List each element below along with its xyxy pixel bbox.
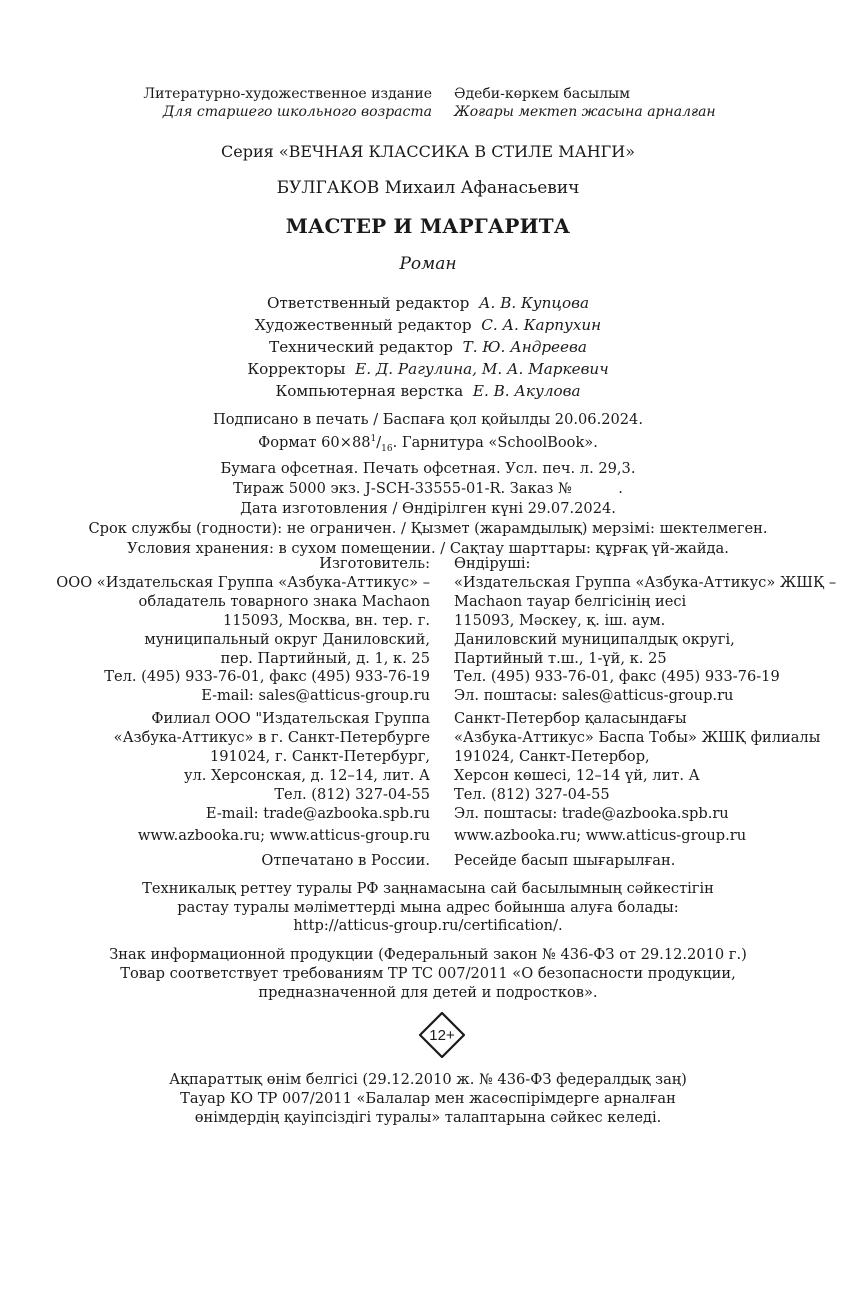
manufacturer-kz-line: Machaon тауар белгісінің иесі — [454, 592, 687, 610]
header-left-line2: Для старшего школьного возраста — [162, 103, 432, 120]
info-mark-kz-line: өнімдердің қауіпсіздігі туралы» талаптарына сәйкес келеді. — [194, 1109, 662, 1126]
staff-role: Технический редактор — [269, 338, 453, 356]
manufacturer-kz-line: Өндіруші: — [454, 555, 531, 572]
print-info — [0, 410, 856, 558]
manufacturer-kz-line: Тел. (495) 933-76-01, факс (495) 933-76-19 — [454, 668, 780, 686]
manufacturer-ru-email: E-mail: sales@atticus-group.ru — [201, 687, 430, 705]
branch-ru-line: ул. Херсонская, д. 12–14, лит. А — [183, 766, 430, 784]
age-rating-badge — [419, 1012, 465, 1058]
info-mark-ru — [0, 945, 856, 1002]
made-date: Дата изготовления / Өндірілген күні 29.07.2024. — [240, 499, 616, 517]
staff-row — [0, 314, 856, 336]
header — [0, 86, 856, 121]
staff-role: Художественный редактор — [254, 316, 472, 334]
manufacturer-kz-line: 115093, Мәскеу, қ. іш. аум. — [454, 611, 666, 629]
staff-row — [0, 380, 856, 402]
staff-row — [0, 358, 856, 380]
header-right-line2: Жоғары мектеп жасына арналған — [454, 103, 716, 120]
certification-line: растау туралы мәліметтерді мына адрес бойынша алуға болады: — [177, 898, 679, 916]
format-suffix: . Гарнитура «SchoolBook». — [392, 433, 598, 451]
websites-kz: www.azbooka.ru; www.atticus-group.ru — [454, 827, 747, 844]
branch-ru-line: 191024, г. Санкт-Петербург, — [209, 747, 430, 765]
manufacturer-ru-line: обладатель товарного знака Machaon — [138, 592, 430, 610]
websites — [0, 827, 856, 845]
info-mark-ru-line: Знак информационной продукции (Федеральный закон № 436-ФЗ от 29.12.2010 г.) — [109, 946, 747, 963]
staff-name: Е. В. Акулова — [472, 382, 581, 400]
staff-row — [0, 292, 856, 314]
branch-ru-line: «Азбука-Аттикус» в г. Санкт-Петербурге — [113, 728, 430, 746]
info-mark-ru-line: Товар соответствует требованиям ТР ТС 007/2011 «О безопасности продукции, — [120, 965, 736, 982]
printed-in — [0, 852, 856, 870]
format-num: 1 — [370, 433, 377, 444]
staff-role: Компьютерная верстка — [275, 382, 464, 400]
info-mark-kz-line: Ақпараттық өнім белгісі (29.12.2010 ж. № 436-ФЗ федералдық заң) — [169, 1071, 687, 1088]
format-prefix: Формат 60×88 — [258, 433, 371, 451]
info-mark-ru-line: предназначенной для детей и подростков». — [258, 984, 598, 1001]
branch-kz-email: Эл. поштасы: trade@azbooka.spb.ru — [454, 804, 729, 822]
format-line: Формат $60\times 88^1/_{16}$. Гарнитура «SchoolBook». — [258, 433, 598, 454]
printed-kz: Ресейде басып шығарылған. — [454, 852, 676, 869]
info-mark-kz — [0, 1070, 856, 1127]
manufacturer-kz-email: Эл. поштасы: sales@atticus-group.ru — [454, 687, 734, 705]
paper-line: Бумага офсетная. Печать офсетная. Усл. печ. л. 29,3. — [220, 460, 636, 478]
manufacturer-ru-line: муниципальный округ Даниловский, — [144, 630, 430, 648]
header-right-line1: Әдеби-көркем басылым — [454, 86, 631, 102]
info-mark-kz-line: Тауар КО ТР 007/2011 «Балалар мен жасөспірімдерге арналған — [180, 1090, 676, 1107]
manufacturer-ru-line: ООО «Издательская Группа «Азбука-Аттикус» – — [56, 573, 430, 591]
format-den: 16 — [381, 443, 393, 454]
genre: Роман — [399, 254, 457, 274]
printed-ru: Отпечатано в России. — [261, 852, 430, 869]
certification-line: Техникалық реттеу туралы РФ заңнамасына сай басылымның сәйкестігін — [142, 880, 714, 897]
websites-ru: www.azbooka.ru; www.atticus-group.ru — [137, 827, 430, 844]
branch-kz-line: Санкт-Петербор қаласындағы — [454, 710, 687, 727]
manufacturer-kz-line: Партийный т.ш., 1-үй, к. 25 — [454, 649, 667, 667]
certification — [0, 880, 856, 936]
branch-ru-line: Тел. (812) 327-04-55 — [274, 785, 430, 803]
signed-date: Подписано в печать / Баспаға қол қойылды 20.06.2024. — [213, 411, 643, 428]
manufacturer — [0, 555, 856, 706]
branch-kz-line: Тел. (812) 327-04-55 — [454, 785, 610, 803]
shelf-life: Срок службы (годности): не ограничен. / Қызмет (жарамдылық) мерзімі: шектелмеген. — [88, 519, 768, 537]
branch-kz-line: «Азбука-Аттикус» Баспа Тобы» ЖШҚ филиалы — [454, 728, 821, 746]
author: БУЛГАКОВ Михаил Афанасьевич — [276, 178, 580, 198]
manufacturer-ru-line: 115093, Москва, вн. тер. г. — [222, 611, 430, 629]
staff-role: Корректоры — [247, 360, 346, 378]
manufacturer-ru-line: пер. Партийный, д. 1, к. 25 — [220, 649, 430, 667]
series: Серия «ВЕЧНАЯ КЛАССИКА В СТИЛЕ МАНГИ» — [221, 142, 635, 161]
manufacturer-kz-line: «Издательская Группа «Азбука-Аттикус» ЖШҚ – — [454, 573, 837, 591]
staff-name: Е. Д. Рагулина, М. А. Маркевич — [355, 360, 609, 378]
branch-kz-line: Херсон көшесі, 12–14 үй, лит. А — [454, 766, 700, 784]
manufacturer-kz-line: Даниловский муниципалдық округі, — [454, 630, 735, 648]
certification-url: http://atticus-group.ru/certification/. — [293, 917, 563, 934]
manufacturer-ru-line: Тел. (495) 933-76-01, факс (495) 933-76-19 — [104, 668, 430, 686]
age-badge-text: 12+ — [429, 1027, 455, 1044]
circulation-line: Тираж 5000 экз. J-SCH-33555-01-R. Заказ № . — [233, 480, 623, 498]
branch-ru-email: E-mail: trade@azbooka.spb.ru — [205, 804, 430, 822]
manufacturer-ru-line: Изготовитель: — [319, 555, 430, 572]
storage: Условия хранения: в сухом помещении. / Сақтау шарттары: құрғақ үй-жайда. — [127, 539, 729, 557]
header-left-line1: Литературно-художественное издание — [143, 86, 432, 102]
branch — [0, 710, 856, 823]
staff-row — [0, 336, 856, 358]
book-title: МАСТЕР И МАРГАРИТА — [285, 214, 571, 238]
staff-name: Т. Ю. Андреева — [462, 338, 587, 356]
branch-ru-line: Филиал ООО "Издательская Группа — [151, 710, 430, 727]
branch-kz-line: 191024, Санкт-Петербор, — [454, 747, 650, 765]
staff-role: Ответственный редактор — [266, 294, 470, 312]
staff-name: А. В. Купцова — [479, 294, 590, 312]
staff-credits — [0, 292, 856, 402]
staff-name: С. А. Карпухин — [481, 316, 602, 334]
